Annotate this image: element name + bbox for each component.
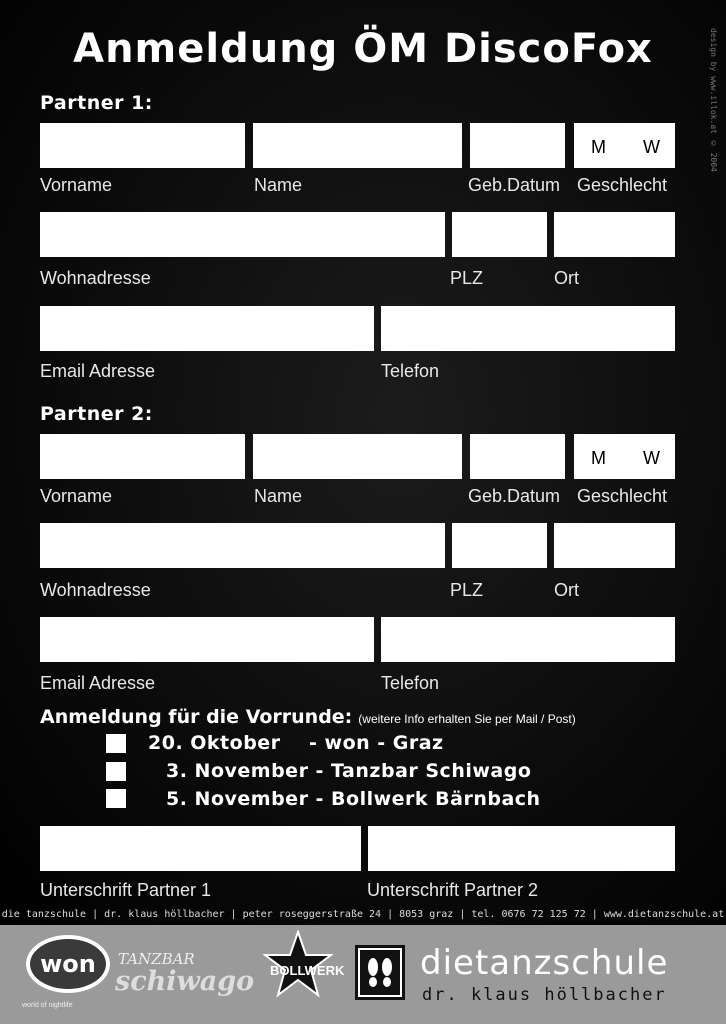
partner1-geschlecht-field[interactable] (574, 123, 675, 168)
partner2-telefon-label: Telefon (381, 673, 440, 693)
bollwerk-logo-text: BOLLWERK (270, 963, 345, 978)
partner1-telefon-field[interactable] (381, 306, 675, 351)
partner1-name-field[interactable] (253, 123, 462, 168)
partner2-gebdatum-label: Geb.Datum (468, 486, 561, 506)
option-label-schiwago: 3. November - Tanzbar Schiwago (166, 760, 532, 782)
option-checkbox-schiwago[interactable] (106, 762, 126, 781)
tanzbar-logo-text: TANZBAR (118, 950, 195, 968)
partner2-email-label: Email Adresse (40, 673, 156, 693)
dietanzschule-subtitle: dr. klaus höllbacher (422, 985, 667, 1005)
partner2-email-field[interactable] (40, 617, 374, 662)
partner1-geschlecht-label: Geschlecht (577, 175, 668, 195)
signature-partner2-field[interactable] (368, 826, 675, 871)
partner2-name-field[interactable] (253, 434, 462, 479)
design-credit: design by www.illok.at © 2004 (709, 28, 718, 172)
partner2-geschlecht-field[interactable] (574, 434, 675, 479)
partner2-wohnadresse-label: Wohnadresse (40, 580, 151, 600)
option-label-bollwerk: 5. November - Bollwerk Bärnbach (166, 788, 541, 810)
partner2-wohnadresse-field[interactable] (40, 523, 445, 568)
partner1-ort-label: Ort (554, 268, 579, 288)
signature-partner2-label: Unterschrift Partner 2 (367, 880, 539, 900)
partner2-heading: Partner 2: (40, 403, 153, 425)
schiwago-logo-text: schiwago (115, 966, 255, 997)
partner1-plz-field[interactable] (452, 212, 547, 257)
partner1-m-option[interactable]: M (591, 137, 606, 157)
partner2-ort-label: Ort (554, 580, 579, 600)
partner2-vorname-field[interactable] (40, 434, 245, 479)
won-subtitle: world of nightlife (22, 1002, 73, 1009)
won-logo: won (26, 935, 110, 993)
partner2-geschlecht-label: Geschlecht (577, 486, 668, 506)
partner2-telefon-field[interactable] (381, 617, 675, 662)
partner1-wohnadresse-label: Wohnadresse (40, 268, 151, 288)
partner1-wohnadresse-field[interactable] (40, 212, 445, 257)
partner1-email-label: Email Adresse (40, 361, 156, 381)
partner1-telefon-label: Telefon (381, 361, 440, 381)
partner2-w-option[interactable]: W (643, 448, 660, 468)
partner1-name-label: Name (254, 175, 303, 195)
partner1-vorname-label: Vorname (40, 175, 113, 195)
partner1-vorname-field[interactable] (40, 123, 245, 168)
partner1-w-option[interactable]: W (643, 137, 660, 157)
partner1-gebdatum-field[interactable] (470, 123, 565, 168)
partner2-gebdatum-field[interactable] (470, 434, 565, 479)
vorrunde-title: Anmeldung für die Vorrunde: (40, 706, 353, 728)
option-checkbox-bollwerk[interactable] (106, 789, 126, 808)
footprints-icon (355, 945, 405, 1000)
page-title: Anmeldung ÖM DiscoFox (73, 26, 653, 72)
option-label-graz: 20. Oktober - won - Graz (148, 732, 444, 754)
partner2-plz-label: PLZ (450, 580, 484, 600)
partner2-vorname-label: Vorname (40, 486, 113, 506)
partner1-heading: Partner 1: (40, 92, 153, 114)
signature-partner1-field[interactable] (40, 826, 361, 871)
partner2-plz-field[interactable] (452, 523, 547, 568)
option-checkbox-graz[interactable] (106, 734, 126, 753)
partner1-ort-field[interactable] (554, 212, 675, 257)
vorrunde-heading (40, 706, 576, 728)
partner2-name-label: Name (254, 486, 303, 506)
partner1-email-field[interactable] (40, 306, 374, 351)
vorrunde-note: (weitere Info erhalten Sie per Mail / Post) (358, 712, 576, 726)
partner2-m-option[interactable]: M (591, 448, 606, 468)
dietanzschule-brand: dietanzschule (420, 943, 669, 983)
contact-line: die tanzschule | dr. klaus höllbacher | peter roseggerstraße 24 | 8053 graz | tel. 0676 72 125 72 | www.dietanzschule.at (1, 909, 725, 920)
partner1-plz-label: PLZ (450, 268, 484, 288)
partner2-ort-field[interactable] (554, 523, 675, 568)
signature-partner1-label: Unterschrift Partner 1 (40, 880, 212, 900)
partner1-gebdatum-label: Geb.Datum (468, 175, 561, 195)
